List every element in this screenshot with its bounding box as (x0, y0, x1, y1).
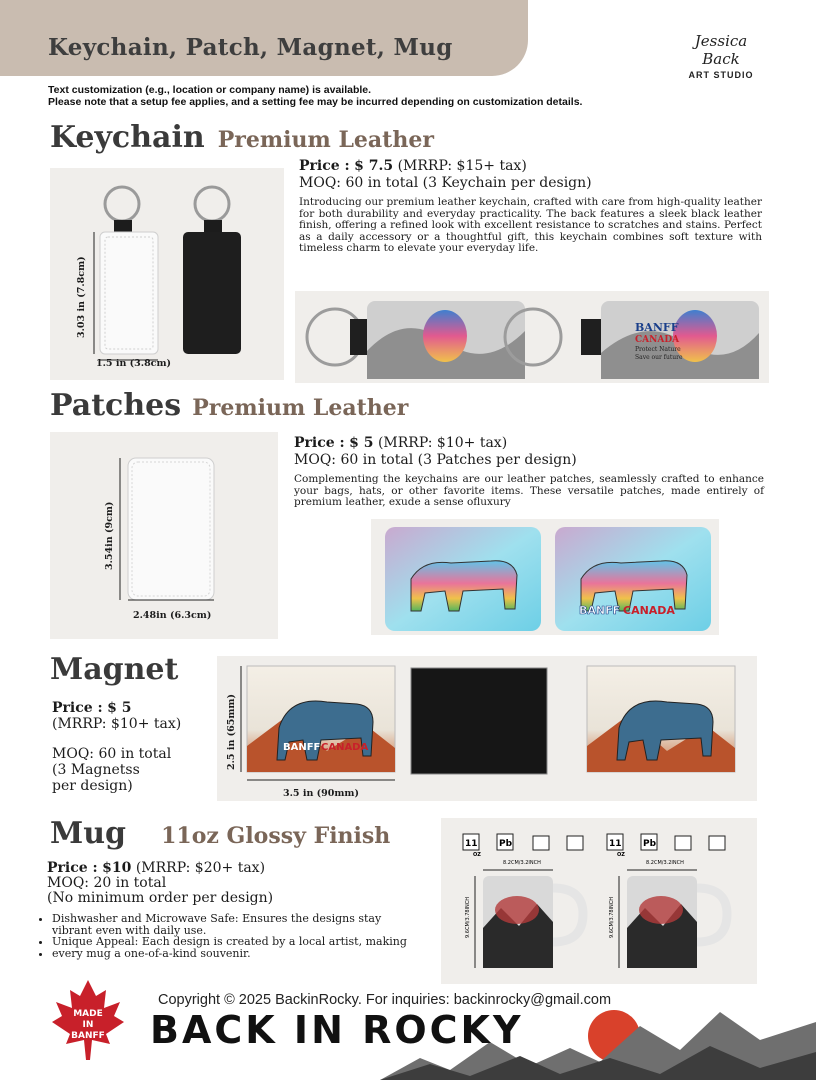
patch-mockup-panel (371, 519, 719, 635)
mug-icon-pb-2: Pb (643, 839, 657, 849)
page-title: Keychain, Patch, Magnet, Mug (48, 34, 453, 61)
patch-mockup-canada: CANADA (623, 604, 675, 617)
keychain-title: Keychain (50, 120, 205, 155)
mug-price-value: $10 (102, 860, 132, 876)
magnet-moq-line-1: MOQ: 60 in total (52, 746, 172, 762)
patch-mockup-banff: BANFF (579, 604, 621, 617)
logo-signature: Jessica Back (694, 32, 748, 68)
magnet-panel (217, 656, 757, 801)
mug-moq: MOQ: 20 in total (47, 875, 167, 891)
keychain-mockup-tagline-2: Save our future (635, 354, 683, 361)
patches-moq: MOQ: 60 in total (3 Patches per design) (294, 452, 577, 468)
patch-mockup-image (371, 519, 719, 635)
copyright-text: Copyright © 2025 BackinRocky. For inquiries: backinrocky@gmail.com (158, 992, 612, 1008)
mug-image (441, 818, 757, 984)
magnet-width-label: 3.5 in (90mm) (283, 788, 359, 799)
magnet-mockup-banff: BANFF (283, 742, 321, 753)
mug-panel (441, 818, 757, 984)
mug-icon-oz-sub-2: OZ (617, 852, 625, 858)
patches-heading (50, 388, 408, 423)
mug-dim-width-2: 8.2CM/3.2INCH (646, 860, 684, 866)
magnet-price-value: $ 5 (107, 700, 132, 716)
patches-price (294, 436, 507, 451)
patch-blank-panel (50, 432, 278, 639)
magnet-price-label: Price : (52, 700, 103, 716)
mug-dim-height-2: 9.6CM/3.78INCH (609, 896, 615, 938)
mug-feature-2: • Unique Appeal: Each design is created by a local artist, making (52, 936, 422, 948)
maple-leaf-icon (50, 978, 126, 1062)
mug-icon-oz-2: 11 (609, 839, 622, 849)
magnet-height-label: 2.5 in (65mm) (226, 694, 237, 770)
mug-title: Mug (50, 816, 126, 851)
patches-price-mrrp: (MRRP: $10+ tax) (377, 435, 508, 451)
brand-wordmark: BACK IN ROCKY (150, 1008, 524, 1052)
customization-notice (48, 84, 582, 108)
patches-title: Patches (50, 388, 182, 423)
keychain-subtitle: Premium Leather (217, 127, 434, 153)
mug-dim-height-1: 9.6CM/3.78INCH (465, 896, 471, 938)
patches-price-value: $ 5 (349, 435, 374, 451)
badge-banff: BANFF (71, 1031, 105, 1041)
mug-dim-width-1: 8.2CM/3.2INCH (503, 860, 541, 866)
keychain-height-label: 3.03 in (7.8cm) (76, 256, 87, 338)
keychain-mockup-canada: CANADA (635, 335, 680, 345)
mug-icon-oz-1: 11 (465, 839, 478, 849)
keychain-price-mrrp: (MRRP: $15+ tax) (397, 158, 527, 174)
magnet-moq (52, 746, 171, 794)
magnet-mockup-canada: CANADA (321, 742, 369, 753)
magnet-moq-line-2: (3 Magnetss (52, 762, 140, 778)
logo-subtitle: ART STUDIO (688, 70, 754, 80)
mug-heading (50, 816, 390, 851)
magnet-moq-line-3: per design) (52, 778, 133, 794)
magnet-title: Magnet (50, 652, 179, 687)
mug-feature-1: • Dishwasher and Microwave Safe: Ensures the designs stay vibrant even with daily use. (52, 913, 422, 936)
keychain-description: Introducing our premium leather keychain, crafted with care from high-quality leather for both durability and everyday practicality. The back features a sleek black leather finish, offering a refined look with excellent resistance to scratches and stains. Perfect as a daily accessory or a thoughtful gift, this keychain combines soft texture with timeless charm to elevate your everyday life. (299, 196, 762, 254)
patches-price-label: Price : (294, 435, 345, 451)
mug-subtitle: 11oz Glossy Finish (161, 823, 391, 849)
notice-line-2: Please note that a setup fee applies, and a setting fee may be incurred depending on customization details. (48, 96, 583, 108)
mug-feature-3: • every mug a one-of-a-kind souvenir. (52, 948, 422, 960)
mug-icon-pb-1: Pb (499, 839, 513, 849)
mug-price-mrrp: (MRRP: $20+ tax) (135, 860, 266, 876)
studio-logo (676, 32, 766, 80)
mug-price (47, 861, 273, 906)
mug-features (42, 913, 422, 959)
patch-width-label: 2.48in (6.3cm) (133, 610, 212, 621)
magnet-price (52, 700, 181, 732)
patch-height-label: 3.54in (9cm) (104, 501, 115, 570)
keychain-price-value: $ 7.5 (354, 158, 394, 174)
patch-blank-image (50, 432, 278, 639)
made-in-banff-badge (50, 978, 126, 1062)
keychain-width-label: 1.5 in (3.8cm) (96, 358, 172, 369)
patches-subtitle: Premium Leather (192, 395, 409, 421)
keychain-mockup-image (295, 291, 769, 383)
magnet-price-mrrp: (MRRP: $10+ tax) (52, 716, 182, 732)
mug-moq-note: (No minimum order per design) (47, 890, 274, 906)
badge-made: MADE (73, 1009, 103, 1019)
magnet-image (217, 656, 757, 801)
keychain-mockup-panel (295, 291, 769, 383)
keychain-moq: MOQ: 60 in total (3 Keychain per design) (299, 175, 592, 191)
badge-in: IN (82, 1020, 94, 1030)
keychain-mockup-banff: BANFF (635, 321, 679, 334)
mug-price-label: Price : (47, 860, 98, 876)
keychain-mockup-tagline-1: Protect Nature (635, 346, 681, 353)
keychain-price-label: Price : (299, 158, 350, 174)
keychain-price (299, 159, 527, 174)
mug-icon-oz-sub-1: OZ (473, 852, 481, 858)
notice-line-1: Text customization (e.g., location or company name) is available. (48, 84, 372, 96)
keychain-heading (50, 120, 434, 155)
patches-description: Complementing the keychains are our leather patches, seamlessly crafted to enhance your bags, hats, or other favorite items. These versatile patches, made entirely of premium leather, exude a sense ofluxury (294, 473, 764, 508)
